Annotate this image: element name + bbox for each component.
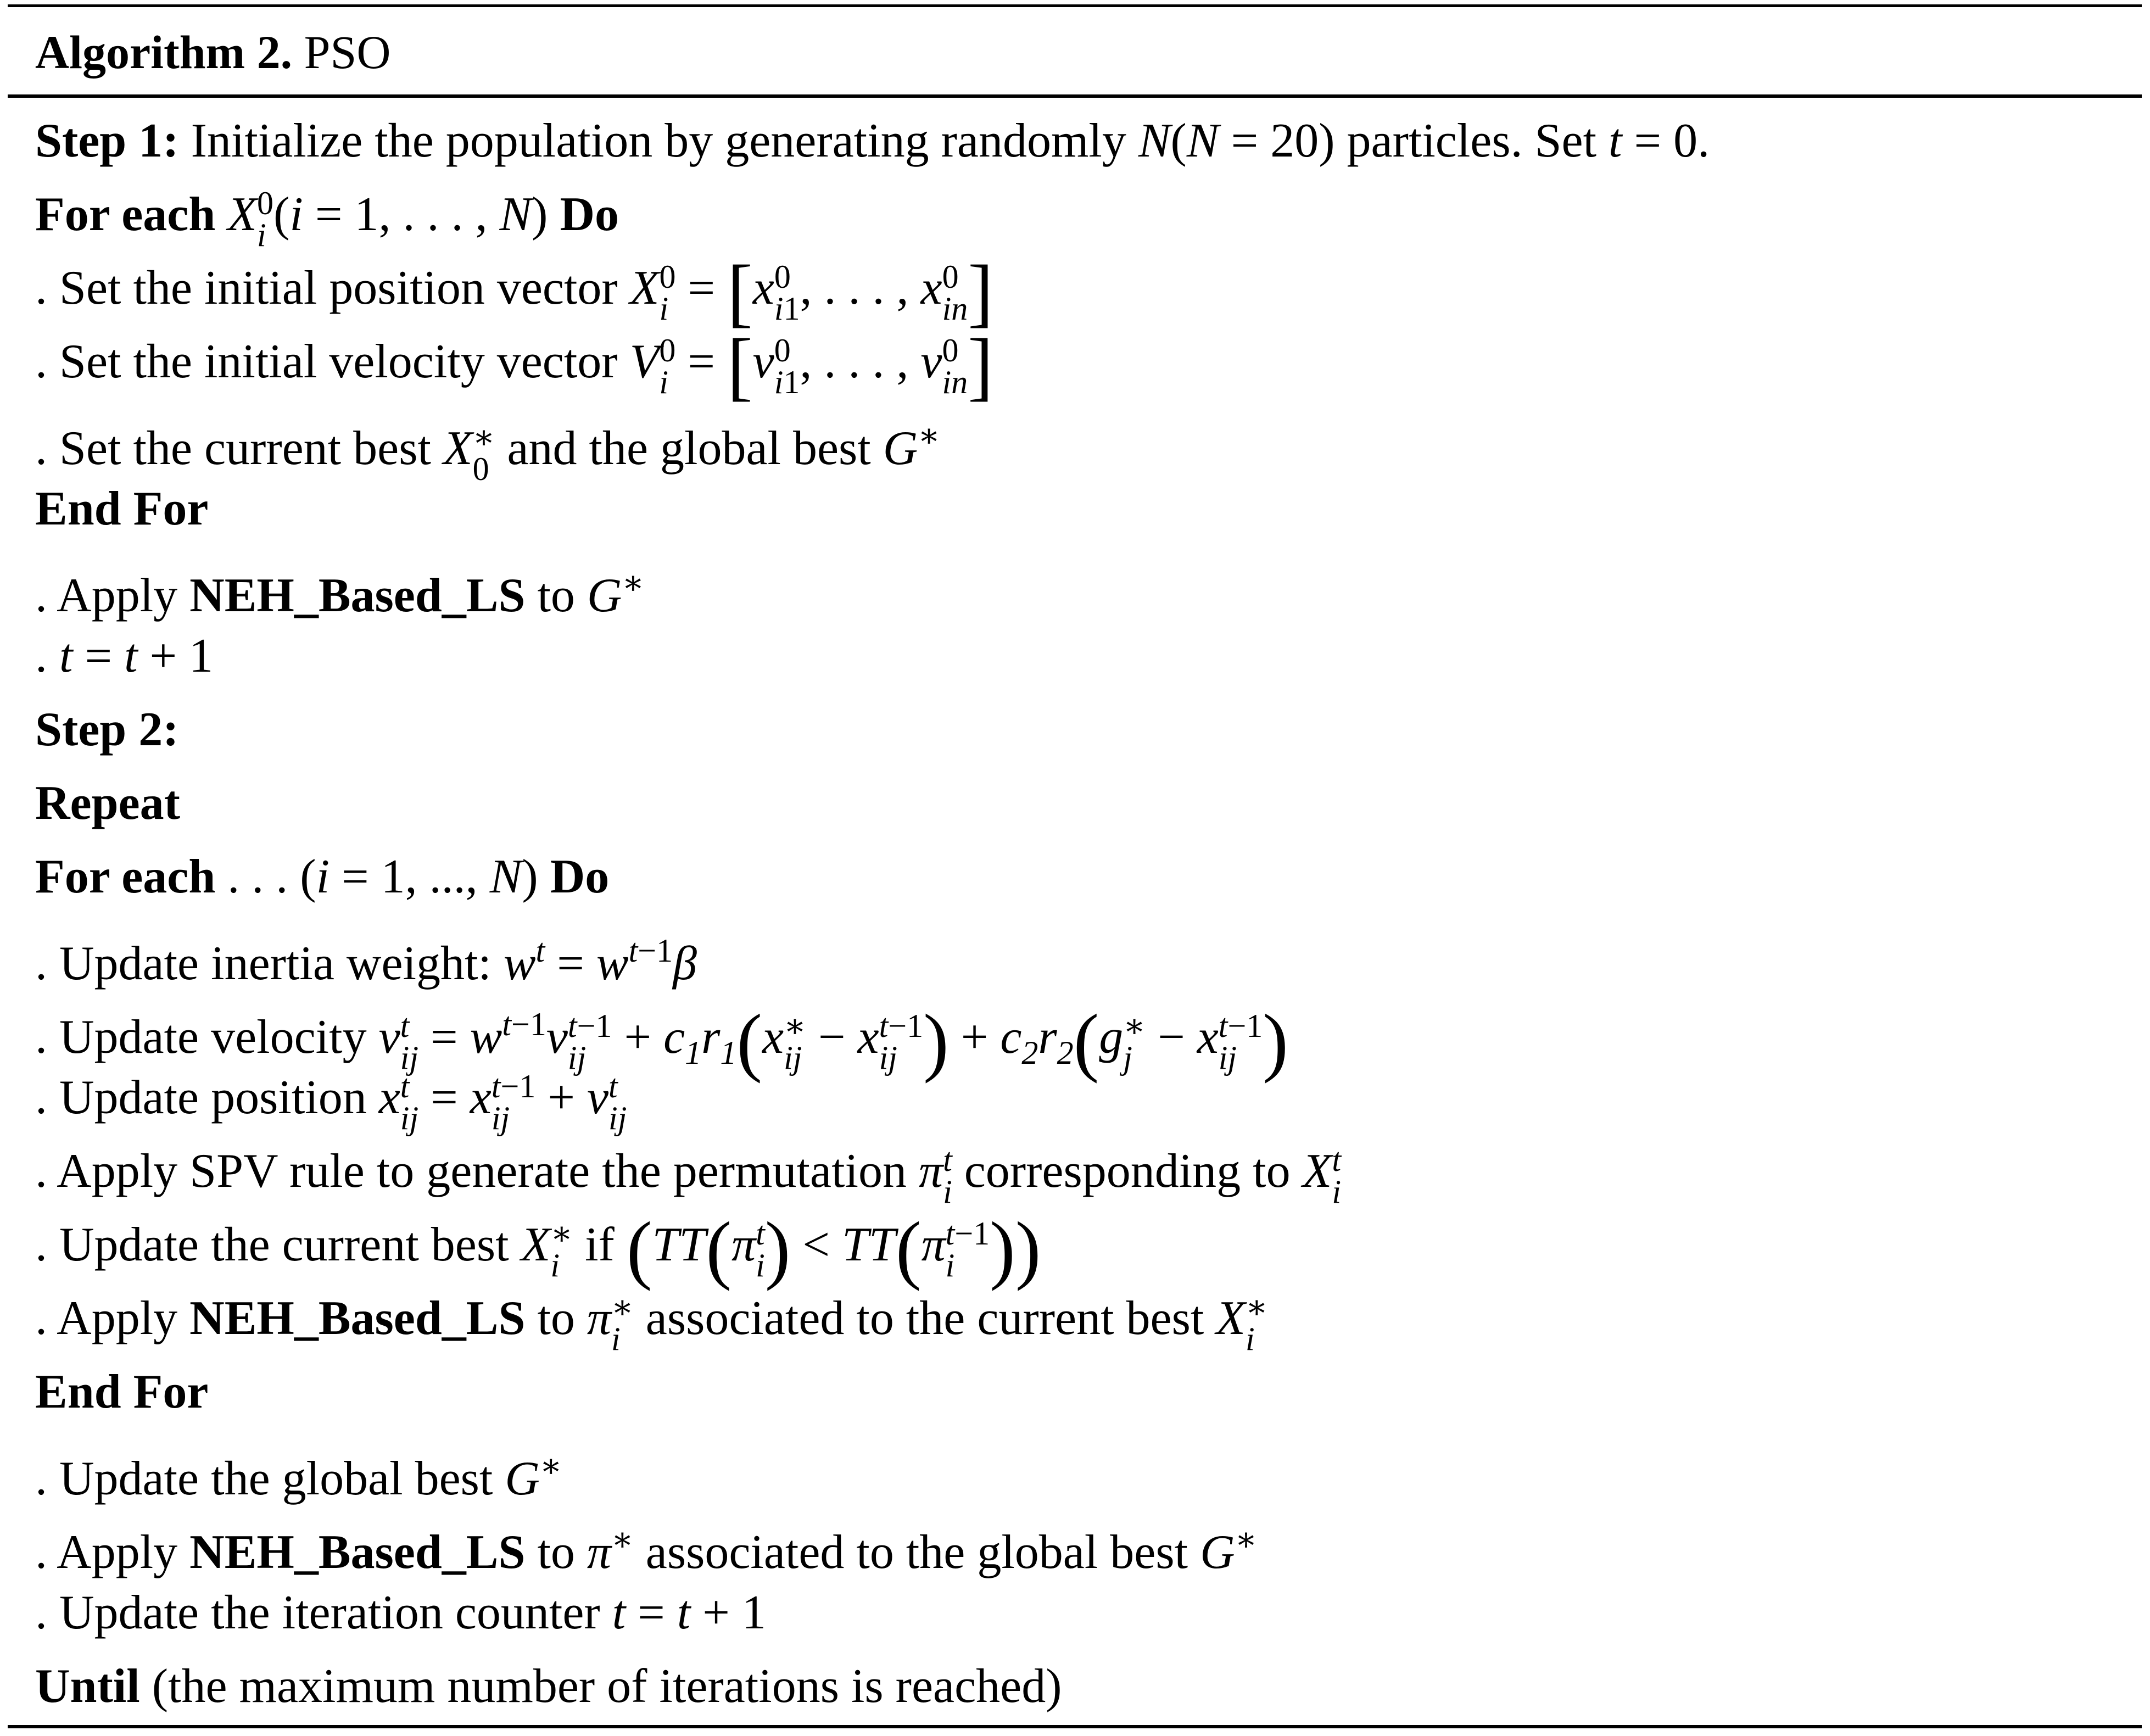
algorithm-caption — [35, 16, 390, 88]
neh-based-ls-label-3: NEH_Based_LS — [189, 1526, 526, 1579]
step-1-label: Step 1: — [35, 114, 179, 168]
repeat-keyword: Repeat — [35, 777, 180, 830]
math-velocity: v t ij = $w^{t-1}v$ t−1 ij + $c_1r_1(x$ ∗ ij − x t−1 ij ) + $c_2r_2(g$ ∗ j − x t−1 ij ) — [378, 998, 1288, 1084]
update-velocity-line — [35, 987, 2122, 1084]
update-current-best-text-a: . Update the current best — [35, 1218, 509, 1271]
step-2-label: Step 2: — [35, 703, 179, 756]
step-1-text-b: particles. Set — [1347, 114, 1597, 168]
math-current-best-0: X ∗ 0 — [443, 418, 495, 487]
increment-line-1 — [35, 619, 2122, 693]
apply-spv-text-b: corresponding to — [964, 1145, 1291, 1198]
apply-text-2: . Apply — [35, 1292, 178, 1345]
init-position-line — [35, 249, 2122, 335]
math-t-increment-2: t = t + 1 — [612, 1586, 766, 1639]
until-keyword: Until — [35, 1660, 140, 1713]
end-for-keyword-2: End For — [35, 1365, 209, 1419]
to-text-2: to — [537, 1292, 575, 1345]
end-for-line-2 — [35, 1355, 2122, 1429]
apply-ls-line-3 — [35, 1503, 2122, 1579]
math-condition: (TT(π t i ) < TT(π t−1 i )) — [626, 1206, 1041, 1292]
math-inertia: $w^t = w^{t-1}\beta$ — [503, 933, 697, 990]
apply-ls-line-1 — [35, 546, 2122, 622]
dot-prefix: . — [35, 629, 47, 683]
update-velocity-text: . Update velocity — [35, 1011, 367, 1064]
math-xit: X t i — [1302, 1141, 1342, 1210]
math-global-best: G∗ — [883, 417, 941, 475]
to-text: to — [537, 569, 575, 622]
associated-text: associated to the current best — [645, 1292, 1204, 1345]
update-global-best-text: . Update the global best — [35, 1452, 493, 1505]
apply-text-3: . Apply — [35, 1526, 178, 1579]
for-each-line-1 — [35, 178, 2122, 252]
do-keyword-2: Do — [550, 850, 610, 903]
math-init-position: X 0 i = [x 0 i1 , . . . , x 0 in ] — [629, 249, 993, 335]
apply-spv-line — [35, 1135, 2122, 1208]
for-each-keyword-2: For each — [35, 850, 216, 903]
to-text-3: to — [537, 1526, 575, 1579]
math-position: x t ij = x t−1 ij + v t ij — [378, 1068, 627, 1136]
if-text: if — [585, 1218, 615, 1271]
header-rule — [8, 94, 2142, 98]
apply-text: . Apply — [35, 569, 178, 622]
caption-label: Algorithm 2. — [35, 26, 293, 79]
update-inertia-line — [35, 914, 2122, 990]
math-range-2: . . . (i = 1, ..., N) — [227, 850, 538, 903]
math-global-best-3: G∗ — [505, 1448, 562, 1505]
update-counter-line — [35, 1576, 2122, 1650]
repeat-line — [35, 767, 2122, 840]
update-inertia-text: . Update inertia weight: — [35, 937, 492, 990]
math-global-best-2: G∗ — [587, 565, 645, 622]
set-best-text-a: . Set the current best — [35, 422, 431, 475]
update-counter-text: . Update the iteration counter — [35, 1586, 600, 1639]
math-global-best-4: G∗ — [1200, 1521, 1258, 1579]
math-pi-star-i: π ∗ i — [587, 1288, 634, 1357]
step-2-line — [35, 693, 2122, 767]
math-population-size: N — [1138, 114, 1171, 168]
bottom-rule — [8, 1725, 2142, 1728]
associated-global-text: associated to the global best — [645, 1526, 1188, 1579]
neh-based-ls-label-2: NEH_Based_LS — [189, 1292, 526, 1345]
set-best-line — [35, 399, 2122, 487]
apply-spv-text-a: . Apply SPV rule to generate the permutation — [35, 1145, 907, 1198]
math-init-velocity: V 0 i = [v 0 i1 , . . . , v 0 in ] — [629, 323, 993, 409]
math-t-init: t — [1609, 114, 1622, 168]
end-for-keyword: End For — [35, 482, 209, 535]
update-current-best-line — [35, 1206, 2122, 1292]
until-condition-text: (the maximum number of iterations is reached) — [152, 1660, 1062, 1713]
neh-based-ls-label: NEH_Based_LS — [189, 569, 526, 622]
init-velocity-line — [35, 323, 2122, 409]
do-keyword: Do — [560, 188, 619, 241]
update-global-best-line — [35, 1429, 2122, 1503]
math-permutation: π t i — [918, 1141, 952, 1210]
for-each-line-2 — [35, 840, 2122, 914]
top-rule — [8, 4, 2142, 7]
apply-ls-line-2 — [35, 1282, 2122, 1355]
init-velocity-text: . Set the initial velocity vector — [35, 335, 618, 388]
for-each-keyword: For each — [35, 188, 216, 241]
set-best-text-b: and the global best — [507, 422, 871, 475]
math-xi0-range: X 0 i (i = 1, . . . , N) — [227, 185, 548, 253]
math-pi-star: π∗ — [587, 1521, 634, 1579]
math-current-best-2: X ∗ i — [1216, 1288, 1268, 1357]
step-1-text: Initialize the population by generating randomly — [191, 114, 1126, 168]
math-t-increment: t = t + 1 — [59, 629, 214, 683]
end-for-line-1 — [35, 472, 2122, 546]
math-current-best: X ∗ i — [521, 1215, 573, 1283]
step-1-line: Step 1: Initialize the population by generating randomly N(N = 20) particles. Set t = 0. — [35, 114, 1710, 168]
algorithm-body — [35, 104, 2122, 1723]
init-position-text: . Set the initial position vector — [35, 261, 618, 315]
caption-title: PSO — [304, 26, 391, 79]
update-position-text: . Update position — [35, 1071, 367, 1124]
until-line — [35, 1650, 2122, 1723]
